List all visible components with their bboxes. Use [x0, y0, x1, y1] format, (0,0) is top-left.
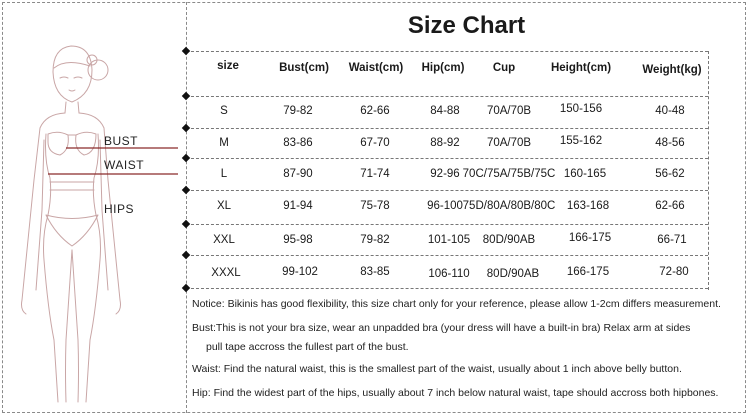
table-rule — [186, 51, 708, 52]
cell-hip: 96-100 — [427, 200, 463, 212]
waist-label: WAIST — [104, 158, 145, 172]
cell-bust: 91-94 — [283, 200, 313, 212]
cell-bust: 79-82 — [283, 105, 313, 117]
header-hip: Hip(cm) — [421, 62, 465, 74]
cell-waist: 75-78 — [360, 200, 390, 212]
cell-bust: 95-98 — [283, 234, 313, 246]
table-right-rule — [708, 51, 709, 290]
hip-note: Hip: Find the widest part of the hips, usually about 7 inch below natural waist, tape should accross both hipbones. — [192, 387, 719, 399]
size-chart-title: Size Chart — [407, 12, 526, 39]
cell-size: L — [220, 168, 228, 180]
cell-height: 160-165 — [563, 168, 607, 180]
cell-weight: 56-62 — [655, 168, 685, 180]
size-table — [186, 48, 710, 290]
cell-height: 166-175 — [566, 266, 610, 278]
cell-cup: 70A/70B — [486, 105, 532, 117]
cell-weight: 66-71 — [657, 234, 687, 246]
cell-weight: 72-80 — [659, 266, 689, 278]
waist-note: Waist: Find the natural waist, this is the smallest part of the waist, usually about 1 inch above belly button. — [192, 363, 682, 375]
cell-hip: 84-88 — [430, 105, 460, 117]
cell-size: XXXL — [211, 267, 241, 279]
notice-text: Notice: Bikinis has good flexibility, this size chart only for your reference, please allow 1-2cm differs measurement. — [192, 298, 721, 310]
cell-size: XL — [216, 200, 232, 212]
cell-waist: 71-74 — [360, 168, 390, 180]
table-rule — [186, 224, 708, 225]
bust-note: Bust:This is not your bra size, wear an unpadded bra (your dress will have a built-in bra) Relax arm at sides — [192, 322, 691, 334]
cell-bust: 99-102 — [282, 266, 318, 278]
header-weight: Weight(kg) — [642, 64, 702, 76]
bust-note-continued: pull tape accross the fullest part of the bust. — [206, 341, 409, 353]
cell-cup: 70A/70B — [486, 137, 532, 149]
cell-hip: 101-105 — [427, 234, 471, 246]
cell-hip: 88-92 — [430, 137, 460, 149]
header-waist: Waist(cm) — [348, 62, 404, 74]
cell-height: 150-156 — [559, 103, 603, 115]
cell-height: 163-168 — [566, 200, 610, 212]
table-rule — [186, 255, 708, 256]
bust-label: BUST — [104, 134, 139, 148]
cell-waist: 67-70 — [360, 137, 390, 149]
header-bust: Bust(cm) — [279, 62, 329, 74]
table-rule — [186, 96, 708, 97]
body-figure-illustration — [8, 10, 178, 410]
cell-cup: 80D/90AB — [482, 234, 536, 246]
cell-weight: 62-66 — [655, 200, 685, 212]
cell-height: 166-175 — [568, 232, 612, 244]
cell-bust: 83-86 — [283, 137, 313, 149]
table-rule — [186, 158, 708, 159]
table-rule — [186, 190, 708, 191]
cell-waist: 62-66 — [360, 105, 390, 117]
cell-weight: 48-56 — [655, 137, 685, 149]
cell-waist: 79-82 — [360, 234, 390, 246]
cell-cup: 80D/90AB — [486, 268, 540, 280]
table-rule — [186, 288, 708, 289]
header-size: size — [217, 60, 239, 72]
cell-hip: 106-110 — [428, 268, 470, 280]
cell-cup: 75D/80A/80B/80C — [462, 200, 556, 212]
cell-size: S — [220, 105, 228, 117]
table-rule — [186, 128, 708, 129]
cell-waist: 83-85 — [360, 266, 390, 278]
cell-height: 155-162 — [559, 135, 603, 147]
cell-size: M — [219, 137, 229, 149]
header-height: Height(cm) — [550, 62, 612, 74]
cell-cup: 70C/75A/75B/75C — [462, 168, 556, 180]
cell-size: XXL — [213, 234, 235, 246]
cell-weight: 40-48 — [655, 105, 685, 117]
cell-bust: 87-90 — [283, 168, 313, 180]
cell-hip: 92-96 — [430, 168, 460, 180]
hips-label: HIPS — [104, 202, 135, 216]
header-cup: Cup — [492, 62, 516, 74]
